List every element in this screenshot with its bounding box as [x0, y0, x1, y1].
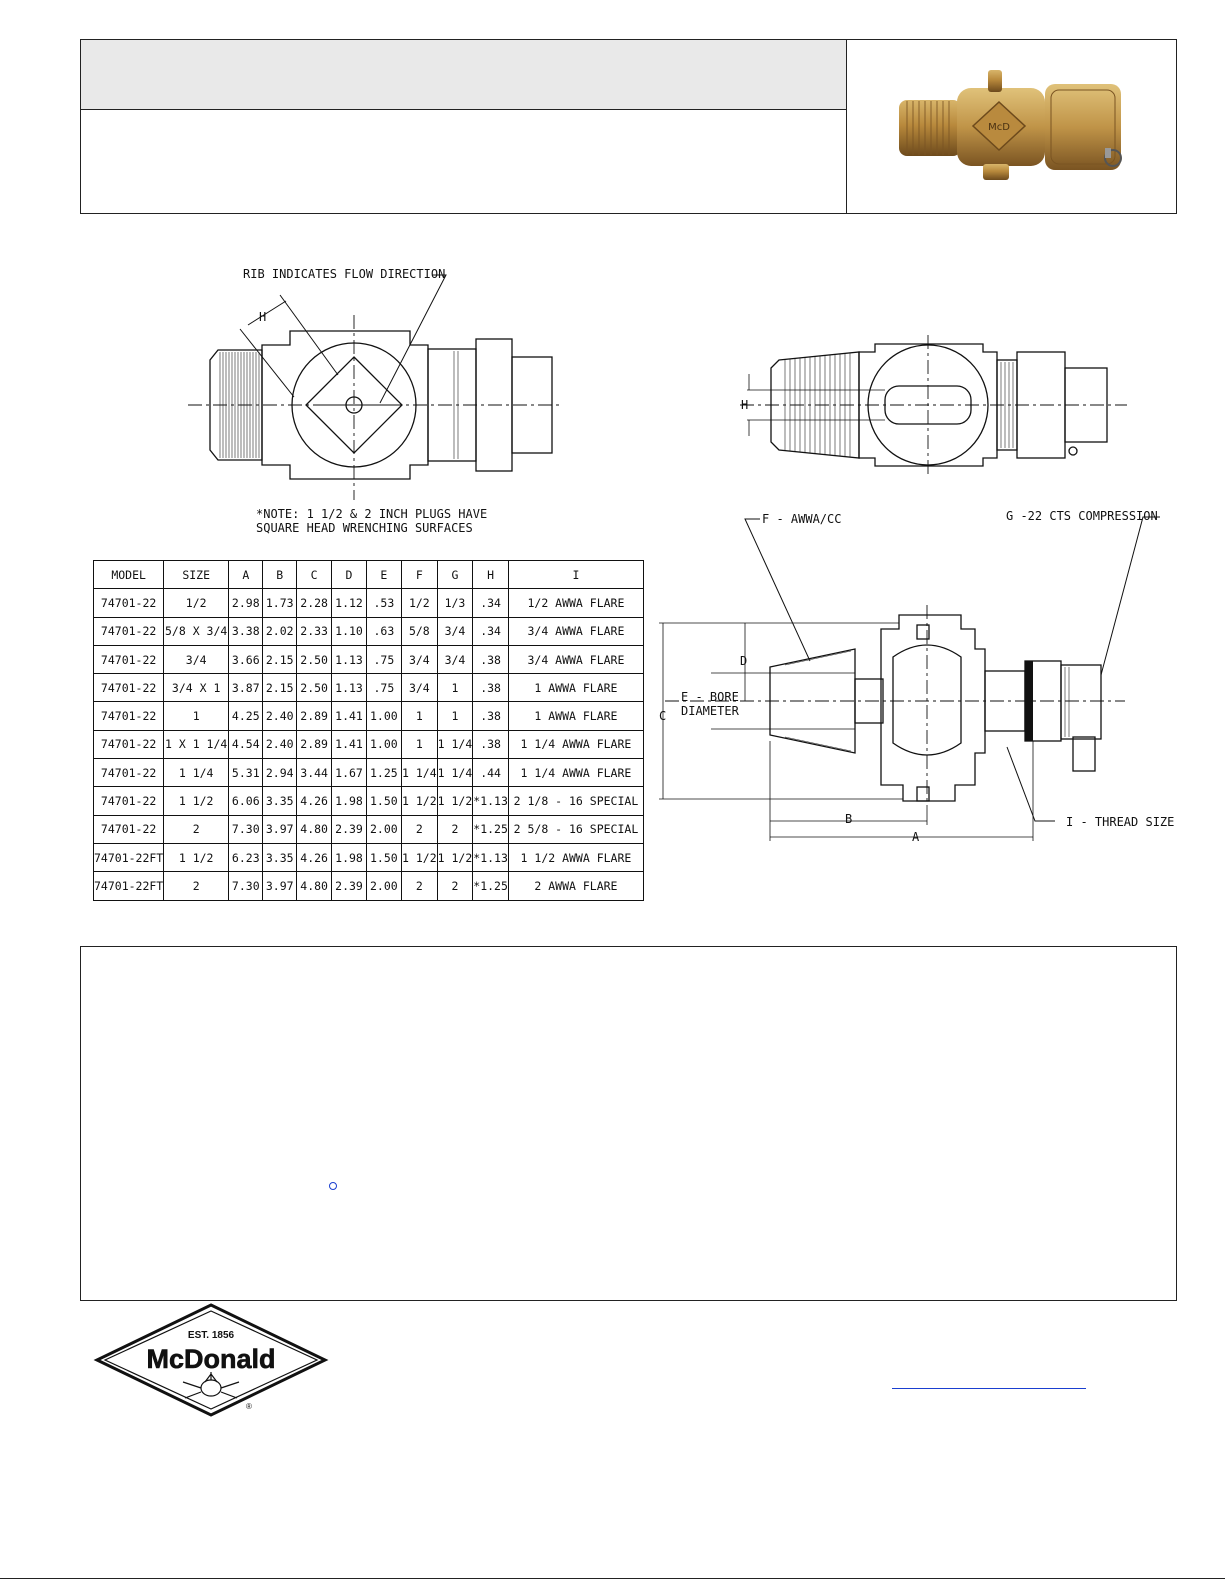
table-cell: 74701-22FT [94, 872, 164, 900]
table-cell: 2 [164, 872, 229, 900]
table-header-cell: A [229, 561, 263, 589]
table-cell: 1.25 [366, 759, 401, 787]
table-cell: 2.00 [366, 872, 401, 900]
table-cell: 5/8 [402, 617, 438, 645]
table-cell: 3/4 [402, 645, 438, 673]
table-cell: .34 [473, 617, 509, 645]
table-cell: 3/4 [437, 617, 473, 645]
table-cell: 74701-22 [94, 645, 164, 673]
table-cell: 1/2 [402, 589, 438, 617]
top-view-dim-h: H [259, 310, 267, 324]
table-cell: 1 AWWA FLARE [508, 674, 643, 702]
table-header-cell: F [402, 561, 438, 589]
website-link[interactable] [892, 1388, 1086, 1389]
table-cell: 2.15 [263, 674, 297, 702]
description-box [80, 109, 848, 214]
rib-note: RIB INDICATES FLOW DIRECTION [243, 267, 446, 281]
table-row [94, 617, 644, 645]
table-cell: 3.97 [263, 815, 297, 843]
section-view-drawing [655, 505, 1185, 850]
table-cell: .38 [473, 730, 509, 758]
table-cell: 3.97 [263, 872, 297, 900]
e-bore-label-1: E - BORE [681, 690, 739, 704]
table-header-cell: I [508, 561, 643, 589]
table-cell: 1 [402, 702, 438, 730]
table-cell: 1.41 [332, 730, 366, 758]
logo-name: McDonald [146, 1344, 276, 1374]
table-header-cell: MODEL [94, 561, 164, 589]
table-row [94, 843, 644, 871]
table-cell: 3.44 [296, 759, 331, 787]
side-view-dim-h: H [741, 398, 749, 412]
table-cell: 3/4 AWWA FLARE [508, 645, 643, 673]
i-thread-label: I - THREAD SIZE [1066, 815, 1175, 829]
a-label: A [912, 830, 920, 844]
table-header-cell: C [296, 561, 331, 589]
table-cell: 1 1/2 [437, 843, 473, 871]
table-cell: 1 AWWA FLARE [508, 702, 643, 730]
top-view-drawing [170, 255, 590, 545]
table-row [94, 815, 644, 843]
table-cell: .75 [366, 645, 401, 673]
side-view-drawing [735, 330, 1135, 480]
table-cell: 1/2 [164, 589, 229, 617]
table-cell: 74701-22FT [94, 843, 164, 871]
table-cell: 2.40 [263, 702, 297, 730]
table-cell: 1.12 [332, 589, 366, 617]
table-row [94, 787, 644, 815]
table-header-cell: B [263, 561, 297, 589]
table-cell: *1.25 [473, 872, 509, 900]
photo-box [846, 39, 1177, 214]
table-cell: 2.39 [332, 872, 366, 900]
table-cell: 1 1/2 [164, 787, 229, 815]
table-cell: 1 [164, 702, 229, 730]
table-cell: .38 [473, 702, 509, 730]
mcdonald-logo [93, 1302, 329, 1420]
table-cell: 74701-22 [94, 815, 164, 843]
table-header-cell: E [366, 561, 401, 589]
table-cell: 74701-22 [94, 617, 164, 645]
table-cell: 3.38 [229, 617, 263, 645]
table-cell: 5/8 X 3/4 [164, 617, 229, 645]
table-cell: 2 AWWA FLARE [508, 872, 643, 900]
table-cell: 1/2 AWWA FLARE [508, 589, 643, 617]
table-cell: 1.98 [332, 843, 366, 871]
c-label: C [659, 709, 667, 723]
table-cell: 2.39 [332, 815, 366, 843]
table-cell: .38 [473, 645, 509, 673]
table-header-cell: H [473, 561, 509, 589]
table-cell: 2.89 [296, 730, 331, 758]
table-cell: 2 [402, 815, 438, 843]
table-cell: 1/3 [437, 589, 473, 617]
table-cell: 3/4 X 1 [164, 674, 229, 702]
table-cell: 3.35 [263, 787, 297, 815]
table-row [94, 872, 644, 900]
table-cell: 1 1/4 [437, 759, 473, 787]
table-cell: 3.35 [263, 843, 297, 871]
table-cell: 1 1/2 [437, 787, 473, 815]
table-row [94, 674, 644, 702]
corporation-valve-photo [847, 40, 1177, 214]
table-cell: 1.00 [366, 702, 401, 730]
table-cell: 2 [164, 815, 229, 843]
table-cell: 74701-22 [94, 589, 164, 617]
table-cell: 4.54 [229, 730, 263, 758]
table-cell: 4.26 [296, 843, 331, 871]
table-cell: 1.41 [332, 702, 366, 730]
table-cell: 1 [437, 674, 473, 702]
table-cell: 3/4 [437, 645, 473, 673]
table-cell: 1.50 [366, 787, 401, 815]
table-cell: 1 X 1 1/4 [164, 730, 229, 758]
table-cell: 1 1/2 [164, 843, 229, 871]
g-cts-label: G -22 CTS COMPRESSION [1006, 509, 1158, 523]
table-cell: 2.28 [296, 589, 331, 617]
table-cell: 1 1/2 [402, 787, 438, 815]
table-cell: 3/4 AWWA FLARE [508, 617, 643, 645]
table-cell: 74701-22 [94, 730, 164, 758]
table-header-cell: G [437, 561, 473, 589]
table-row [94, 645, 644, 673]
table-cell: 2.40 [263, 730, 297, 758]
table-cell: 74701-22 [94, 702, 164, 730]
table-cell: 1 [437, 702, 473, 730]
table-cell: .44 [473, 759, 509, 787]
b-label: B [845, 812, 853, 826]
table-cell: 7.30 [229, 872, 263, 900]
table-cell: 2.89 [296, 702, 331, 730]
table-cell: 4.25 [229, 702, 263, 730]
d-label: D [740, 654, 748, 668]
table-cell: 1.98 [332, 787, 366, 815]
table-cell: 1 1/4 [402, 759, 438, 787]
bullet-dot-icon [329, 1182, 337, 1190]
table-cell: 3/4 [164, 645, 229, 673]
plug-note-line1: *NOTE: 1 1/2 & 2 INCH PLUGS HAVE [256, 507, 488, 521]
table-cell: 1.00 [366, 730, 401, 758]
table-cell: 2.94 [263, 759, 297, 787]
table-cell: 74701-22 [94, 787, 164, 815]
table-cell: 3/4 [402, 674, 438, 702]
table-cell: *1.13 [473, 787, 509, 815]
table-cell: 7.30 [229, 815, 263, 843]
table-cell: 2 5/8 - 16 SPECIAL [508, 815, 643, 843]
table-row [94, 702, 644, 730]
table-cell: 74701-22 [94, 759, 164, 787]
plug-note-line2: SQUARE HEAD WRENCHING SURFACES [256, 521, 473, 535]
logo-reg: ® [246, 1402, 252, 1411]
table-header-row [94, 561, 644, 589]
table-cell: 2 1/8 - 16 SPECIAL [508, 787, 643, 815]
table-cell: .53 [366, 589, 401, 617]
table-cell: 2.00 [366, 815, 401, 843]
table-cell: 1 1/2 AWWA FLARE [508, 843, 643, 871]
table-cell: 1 [402, 730, 438, 758]
logo-est: EST. 1856 [187, 1330, 235, 1341]
table-cell: 6.06 [229, 787, 263, 815]
page-bottom-rule [0, 1578, 1225, 1579]
table-cell: 1.10 [332, 617, 366, 645]
table-cell: 1.50 [366, 843, 401, 871]
table-cell: 1 1/4 AWWA FLARE [508, 730, 643, 758]
table-cell: 2.50 [296, 674, 331, 702]
e-bore-label-2: DIAMETER [681, 704, 739, 718]
table-row [94, 759, 644, 787]
table-cell: 1.73 [263, 589, 297, 617]
table-cell: 2.50 [296, 645, 331, 673]
table-cell: *1.25 [473, 815, 509, 843]
table-cell: 2 [402, 872, 438, 900]
table-header-cell: D [332, 561, 366, 589]
table-cell: .63 [366, 617, 401, 645]
table-cell: .34 [473, 589, 509, 617]
photo-logo: McD [988, 122, 1010, 133]
table-cell: 1.67 [332, 759, 366, 787]
table-header-cell: SIZE [164, 561, 229, 589]
table-cell: 4.26 [296, 787, 331, 815]
table-cell: 2.33 [296, 617, 331, 645]
table-row [94, 730, 644, 758]
title-box [80, 39, 848, 111]
table-cell: .75 [366, 674, 401, 702]
table-cell: 3.87 [229, 674, 263, 702]
table-row [94, 589, 644, 617]
table-cell: 1.13 [332, 674, 366, 702]
table-cell: 1.13 [332, 645, 366, 673]
notes-box [80, 946, 1177, 1301]
table-cell: 2 [437, 815, 473, 843]
table-cell: 3.66 [229, 645, 263, 673]
table-cell: 1 1/2 [402, 843, 438, 871]
dimension-table [93, 560, 644, 901]
table-cell: 2.15 [263, 645, 297, 673]
table-cell: 2.02 [263, 617, 297, 645]
table-cell: *1.13 [473, 843, 509, 871]
table-cell: 5.31 [229, 759, 263, 787]
table-cell: 4.80 [296, 872, 331, 900]
table-cell: 2.98 [229, 589, 263, 617]
table-cell: 74701-22 [94, 674, 164, 702]
table-cell: 1 1/4 [437, 730, 473, 758]
table-cell: 4.80 [296, 815, 331, 843]
table-cell: 6.23 [229, 843, 263, 871]
table-cell: 2 [437, 872, 473, 900]
f-awwa-label: F - AWWA/CC [762, 512, 842, 526]
table-cell: 1 1/4 AWWA FLARE [508, 759, 643, 787]
table-cell: 1 1/4 [164, 759, 229, 787]
table-cell: .38 [473, 674, 509, 702]
